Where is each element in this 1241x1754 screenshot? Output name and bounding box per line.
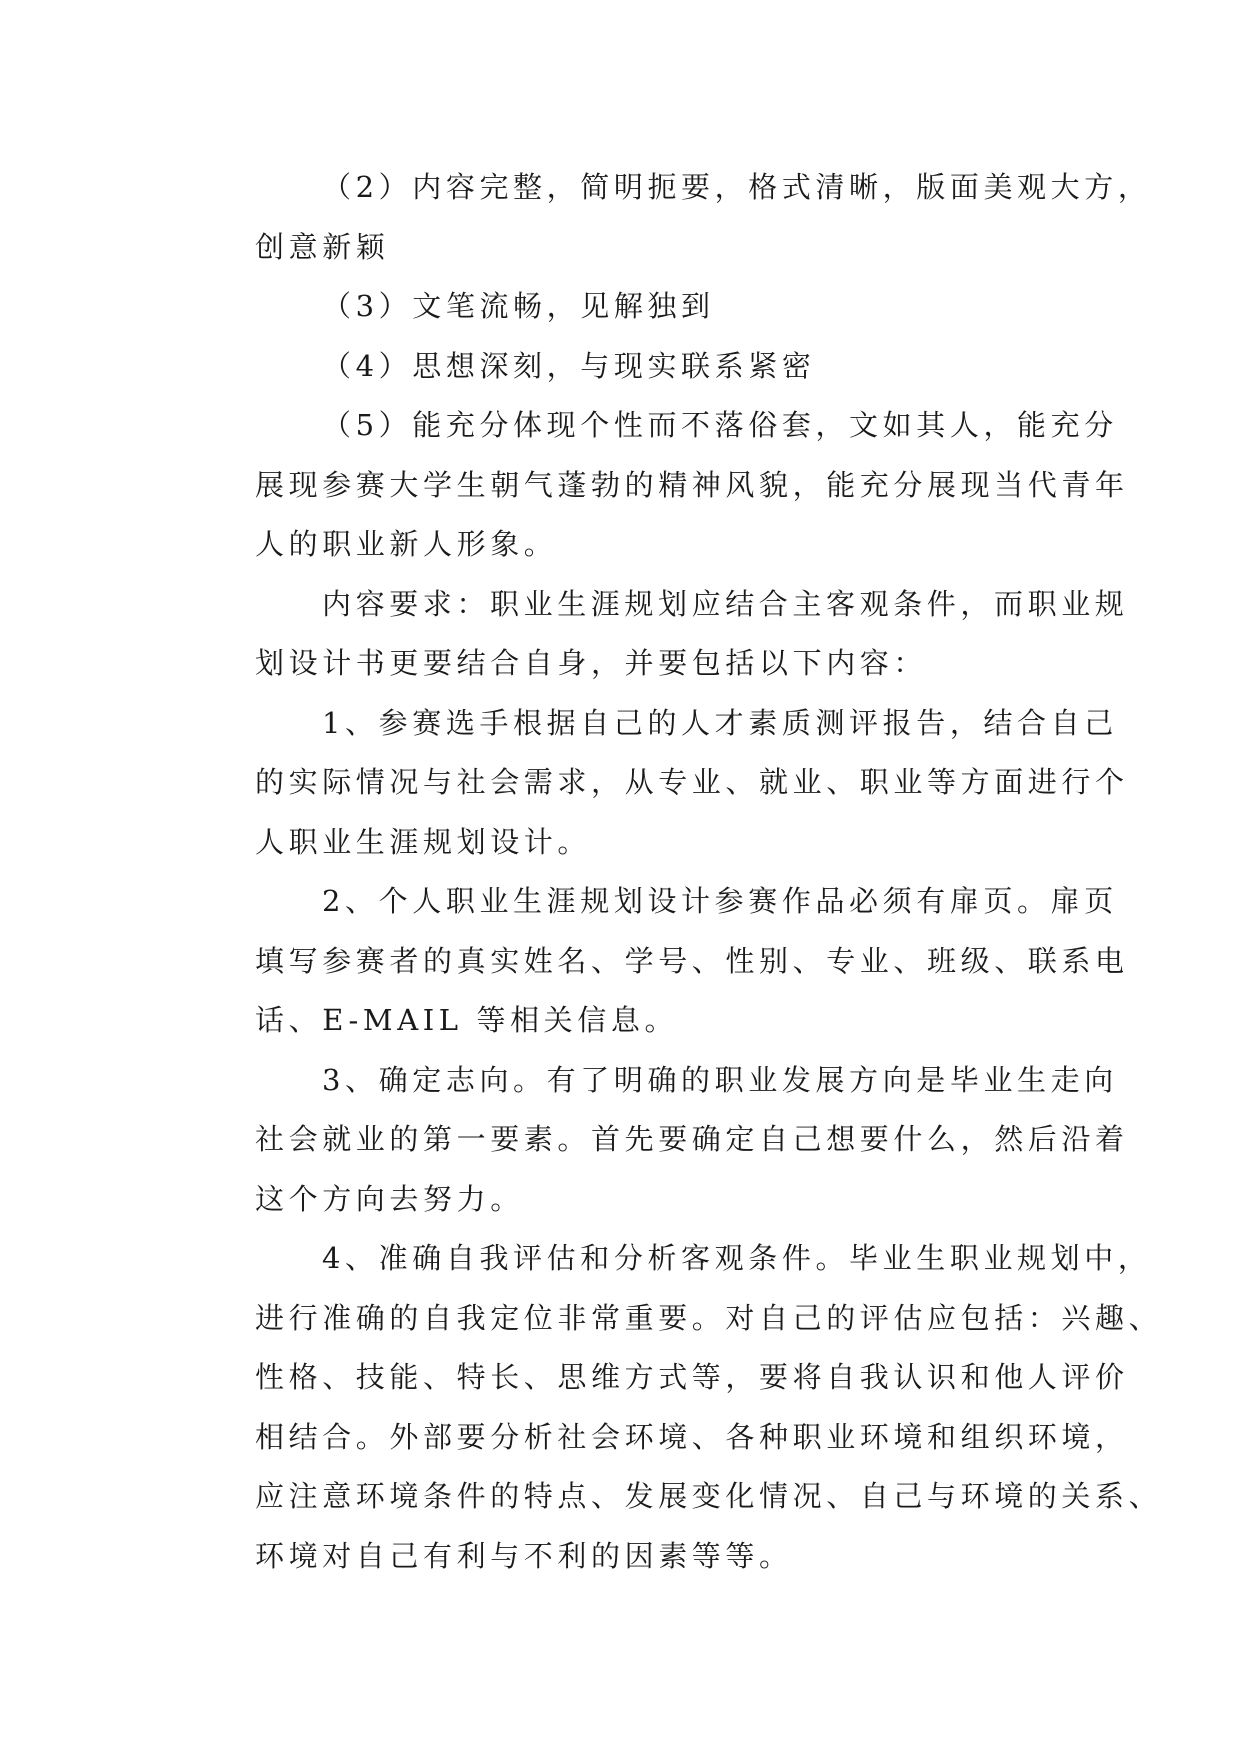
paragraph-criteria-5 [188, 396, 1129, 575]
document-body [188, 158, 1163, 1586]
text-line: 相结合。外部要分析社会环境、各种职业环境和组织环境， [255, 1419, 1129, 1454]
text-line: 人职业生涯规划设计。 [255, 824, 592, 859]
text-line: （3）文笔流畅，见解独到 [322, 289, 715, 323]
text-line: 划设计书更要结合自身，并要包括以下内容： [255, 646, 928, 680]
paragraph-item-2 [188, 872, 1129, 1051]
text-line: 环境对自己有利与不利的因素等等。 [255, 1538, 793, 1573]
paragraph-item-3 [188, 1051, 1129, 1230]
text-line: 进行准确的自我定位非常重要。对自己的评估应包括：兴趣、 [255, 1300, 1163, 1335]
text-line: 1、参赛选手根据自己的人才素质测评报告，结合自己 [322, 705, 1118, 740]
text-line: 3、确定志向。有了明确的职业发展方向是毕业生走向 [322, 1062, 1118, 1097]
text-line: 创意新颖 [255, 229, 390, 264]
text-line: 应注意环境条件的特点、发展变化情况、自己与环境的关系、 [255, 1479, 1163, 1513]
paragraph-item-4 [188, 1229, 1163, 1586]
paragraph-criteria-2 [188, 158, 1152, 277]
paragraph-item-1 [188, 694, 1129, 873]
text-line: 填写参赛者的真实姓名、学号、性别、专业、班级、联系电 [255, 943, 1129, 978]
text-line: （4）思想深刻，与现实联系紧密 [322, 348, 816, 383]
text-line: （5）能充分体现个性而不落俗套，文如其人，能充分 [322, 408, 1118, 442]
paragraph-criteria-3 [188, 277, 1056, 337]
text-line: 性格、技能、特长、思维方式等，要将自我认识和他人评价 [255, 1360, 1129, 1394]
text-line: 展现参赛大学生朝气蓬勃的精神风貌，能充分展现当代青年 [255, 467, 1129, 502]
text-line: 这个方向去努力。 [255, 1181, 524, 1216]
paragraph-criteria-4 [188, 337, 1056, 397]
text-line: 话、E-MAIL 等相关信息。 [255, 1003, 679, 1037]
text-line: 2、个人职业生涯规划设计参赛作品必须有扉页。扉页 [322, 884, 1118, 918]
text-line: （2）内容完整，简明扼要，格式清晰，版面美观大方， [322, 170, 1152, 204]
text-line: 社会就业的第一要素。首先要确定自己想要什么，然后沿着 [255, 1122, 1129, 1156]
text-line: 4、准确自我评估和分析客观条件。毕业生职业规划中， [322, 1241, 1152, 1275]
paragraph-content-requirements [188, 575, 1129, 694]
text-line: 内容要求：职业生涯规划应结合主客观条件，而职业规 [322, 586, 1129, 621]
text-line: 人的职业新人形象。 [255, 527, 558, 561]
text-line: 的实际情况与社会需求，从专业、就业、职业等方面进行个 [255, 765, 1129, 799]
